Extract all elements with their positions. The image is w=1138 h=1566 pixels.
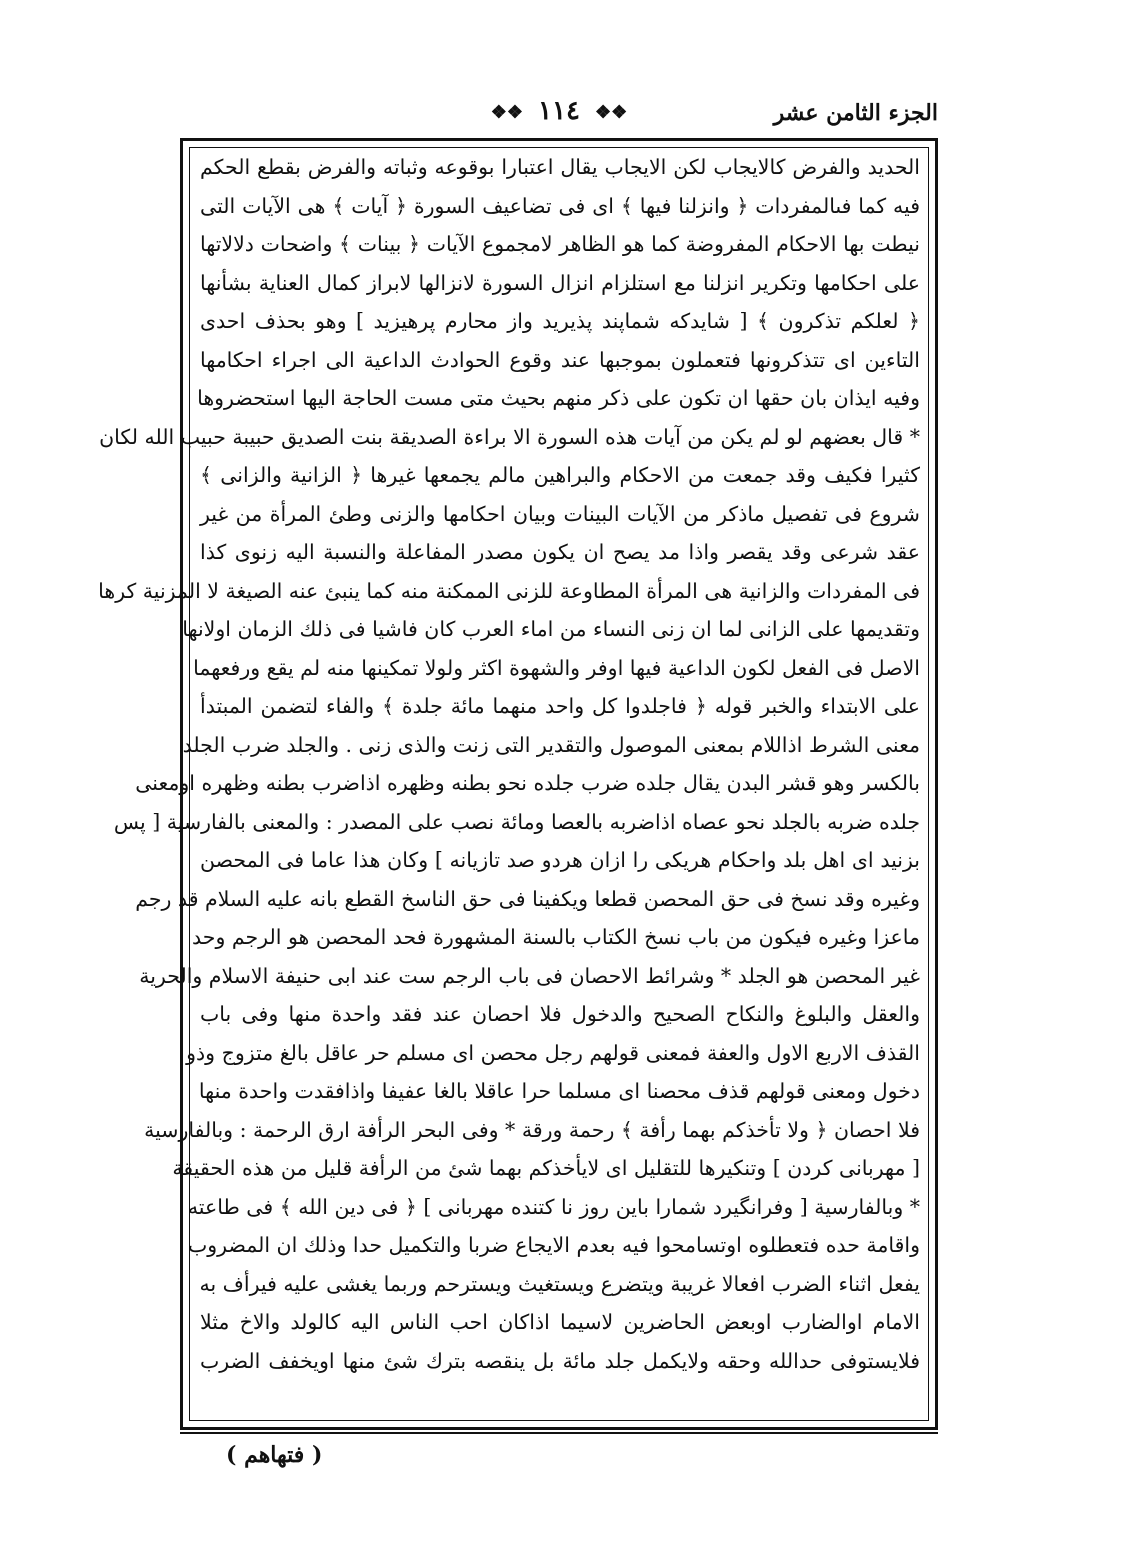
text-line: فلايستوفى حدالله وحقه ولايكمل جلد مائة بل ينقصه بترك شئ منها اويخفف الضرب <box>200 1348 920 1373</box>
text-line: الامام اوالضارب اوبعض الحاضرين لاسيما اذاكان احب الناس اليه كالولد والاخ مثلا <box>200 1310 920 1334</box>
text-line: كثيرا فكيف وقد جمعت من الاحكام والبراهين مالم يجمعها غيرها ﴿ الزانية والزانى ﴾ <box>200 463 920 487</box>
text-line: والعقل والبلوغ والنكاح الصحيح والدخول فلا احصان عند فقد واحدة منها وفى باب <box>200 1002 920 1026</box>
text-line: غير المحصن هو الجلد * وشرائط الاحصان فى باب الرجم ست عند ابى حنيفة الاسلام والحرية <box>139 963 920 988</box>
text-line: دخول ومعنى قولهم قذف محصنا اى مسلما حرا عاقلا بالغا عفيفا واذافقدت واحدة منها <box>198 1079 920 1103</box>
text-line: * قال بعضهم لو لم يكن من آيات هذه السورة الا براءة الصديقة بنت الصديق حبيبة حبيب الله لكان <box>99 424 920 449</box>
page-number: ١١٤ <box>538 96 580 126</box>
text-line: ﴿ لعلكم تذكرون ﴾ [ شايدكه شماپند پذيريد واز محارم پرهيزيد ] وهو بحذف احدى <box>200 309 920 333</box>
text-line: الاصل فى الفعل لكون الداعية فيها اوفر والشهوة اكثر ولولا تمكينها منه لم يقع ورفعهما <box>193 655 920 680</box>
text-line: بالكسر وهو قشر البدن يقال جلده ضرب جلده نحو بطنه وظهره اذاضرب بطنه وظهره اومعنى <box>135 771 920 795</box>
ornament-right-icon: ❖❖ <box>595 101 628 123</box>
text-line: يفعل اثناء الضرب افعالا غريبة ويتضرع ويستغيث ويسترحم وربما يغشى عليه فيرأف به <box>199 1271 920 1296</box>
text-line: وفيه ايذان بان حقها ان تكون على ذكر منهم بحيث متى مست الحاجة اليها استحضروها <box>197 386 920 410</box>
text-line: بزنيد اى اهل بلد واحكام هريكى را ازان هردو صد تازيانه ] وكان هذا عاما فى المحصن <box>200 848 920 872</box>
text-line: التاءين اى تتذكرونها فتعملون بموجبها عند وقوع الحوادث الداعية الى اجراء احكامها <box>200 347 920 372</box>
text-line: الحديد والفرض كالايجاب لكن الايجاب يقال اعتبارا بوقوعه وثباته والفرض بقطع الحكم <box>200 155 920 179</box>
text-line: فى المفردات والزانية هى المرأة المطاوعة للزنى الممكنة منه كما ينبئ عنه الصيغة لا المزنية كرها <box>98 578 920 603</box>
text-line: نيطت بها الاحكام المفروضة كما هو الظاهر لامجموع الآيات ﴿ بينات ﴾ واضحات دلالاتها <box>200 232 920 256</box>
ornament-left-icon: ❖❖ <box>490 101 523 123</box>
text-line: وتقديمها على الزانى لما ان زنى النساء من اماء العرب كان فاشيا فى ذلك الزمان اولانها <box>182 617 920 641</box>
page-number-group <box>485 96 634 126</box>
text-line: على الابتداء والخبر قوله ﴿ فاجلدوا كل واحد منهما مائة جلدة ﴾ والفاء لتضمن المبتدأ <box>200 694 920 718</box>
page-header <box>180 94 938 136</box>
text-line: عقد شرعى وقد يقصر واذا مد يصح ان يكون مصدر المفاعلة والنسبة اليه زنوى كذا <box>200 540 920 564</box>
text-line: شروع فى تفصيل ماذكر من الآيات البينات وبيان احكامها والزنى وطئ المرأة من غير <box>200 501 920 526</box>
text-line: جلده ضربه بالجلد نحو عصاه اذاضربه بالعصا ومائة نصب على المصدر : والمعنى بالفارسية [ پس <box>113 809 920 834</box>
catchword: ( فتهاهم ) <box>226 1442 323 1468</box>
text-line: ماعزا وغيره فيكون من باب نسخ الكتاب بالسنة المشهورة فحد المحصن هو الرجم وحد <box>192 925 920 949</box>
text-line: فلا احصان ﴿ ولا تأخذكم بهما رأفة ﴾ رحمة ورقة * وفى البحر الرأفة ارق الرحمة : وبالفارسية <box>144 1117 920 1142</box>
text-line: معنى الشرط اذاللام بمعنى الموصول والتقدير التى زنت والذى زنى . والجلد ضرب الجلد <box>182 732 920 757</box>
part-title: الجزء الثامن عشر <box>773 100 938 126</box>
body-text <box>98 148 920 1424</box>
text-line: واقامة حده فتعطلوه اوتسامحوا فيه بعدم الايجاع ضربا والتكميل حدا وذلك ان المضروب <box>187 1233 920 1257</box>
text-line: وغيره وقد نسخ فى حق المحصن قطعا ويكفينا فى حق الناسخ القطع بانه عليه السلام قد رجم <box>135 886 920 911</box>
text-line: القذف الاربع الاول والعفة فمعنى قولهم رجل محصن اى مسلم حر عاقل بالغ متزوج وذو <box>186 1040 920 1065</box>
text-line: [ مهربانى كردن ] وتنكيرها للتقليل اى لايأخذكم بهما شئ من الرأفة قليل من هذه الحقيقة <box>172 1156 920 1180</box>
text-line: فيه كما فىالمفردات ﴿ وانزلنا فيها ﴾ اى فى تضاعيف السورة ﴿ آيات ﴾ هى الآيات التى <box>200 193 920 218</box>
text-line: على احكامها وتكرير انزلنا مع استلزام انزال السورة لانزالها لابراز كمال العناية بشأنها <box>200 270 920 295</box>
text-line: * وبالفارسية [ وفرانگيرد شمارا باين روز نا كتنده مهربانى ] ﴿ فى دين الله ﴾ فى طاعته <box>187 1194 920 1219</box>
frame-bottom-rule <box>180 1432 938 1438</box>
